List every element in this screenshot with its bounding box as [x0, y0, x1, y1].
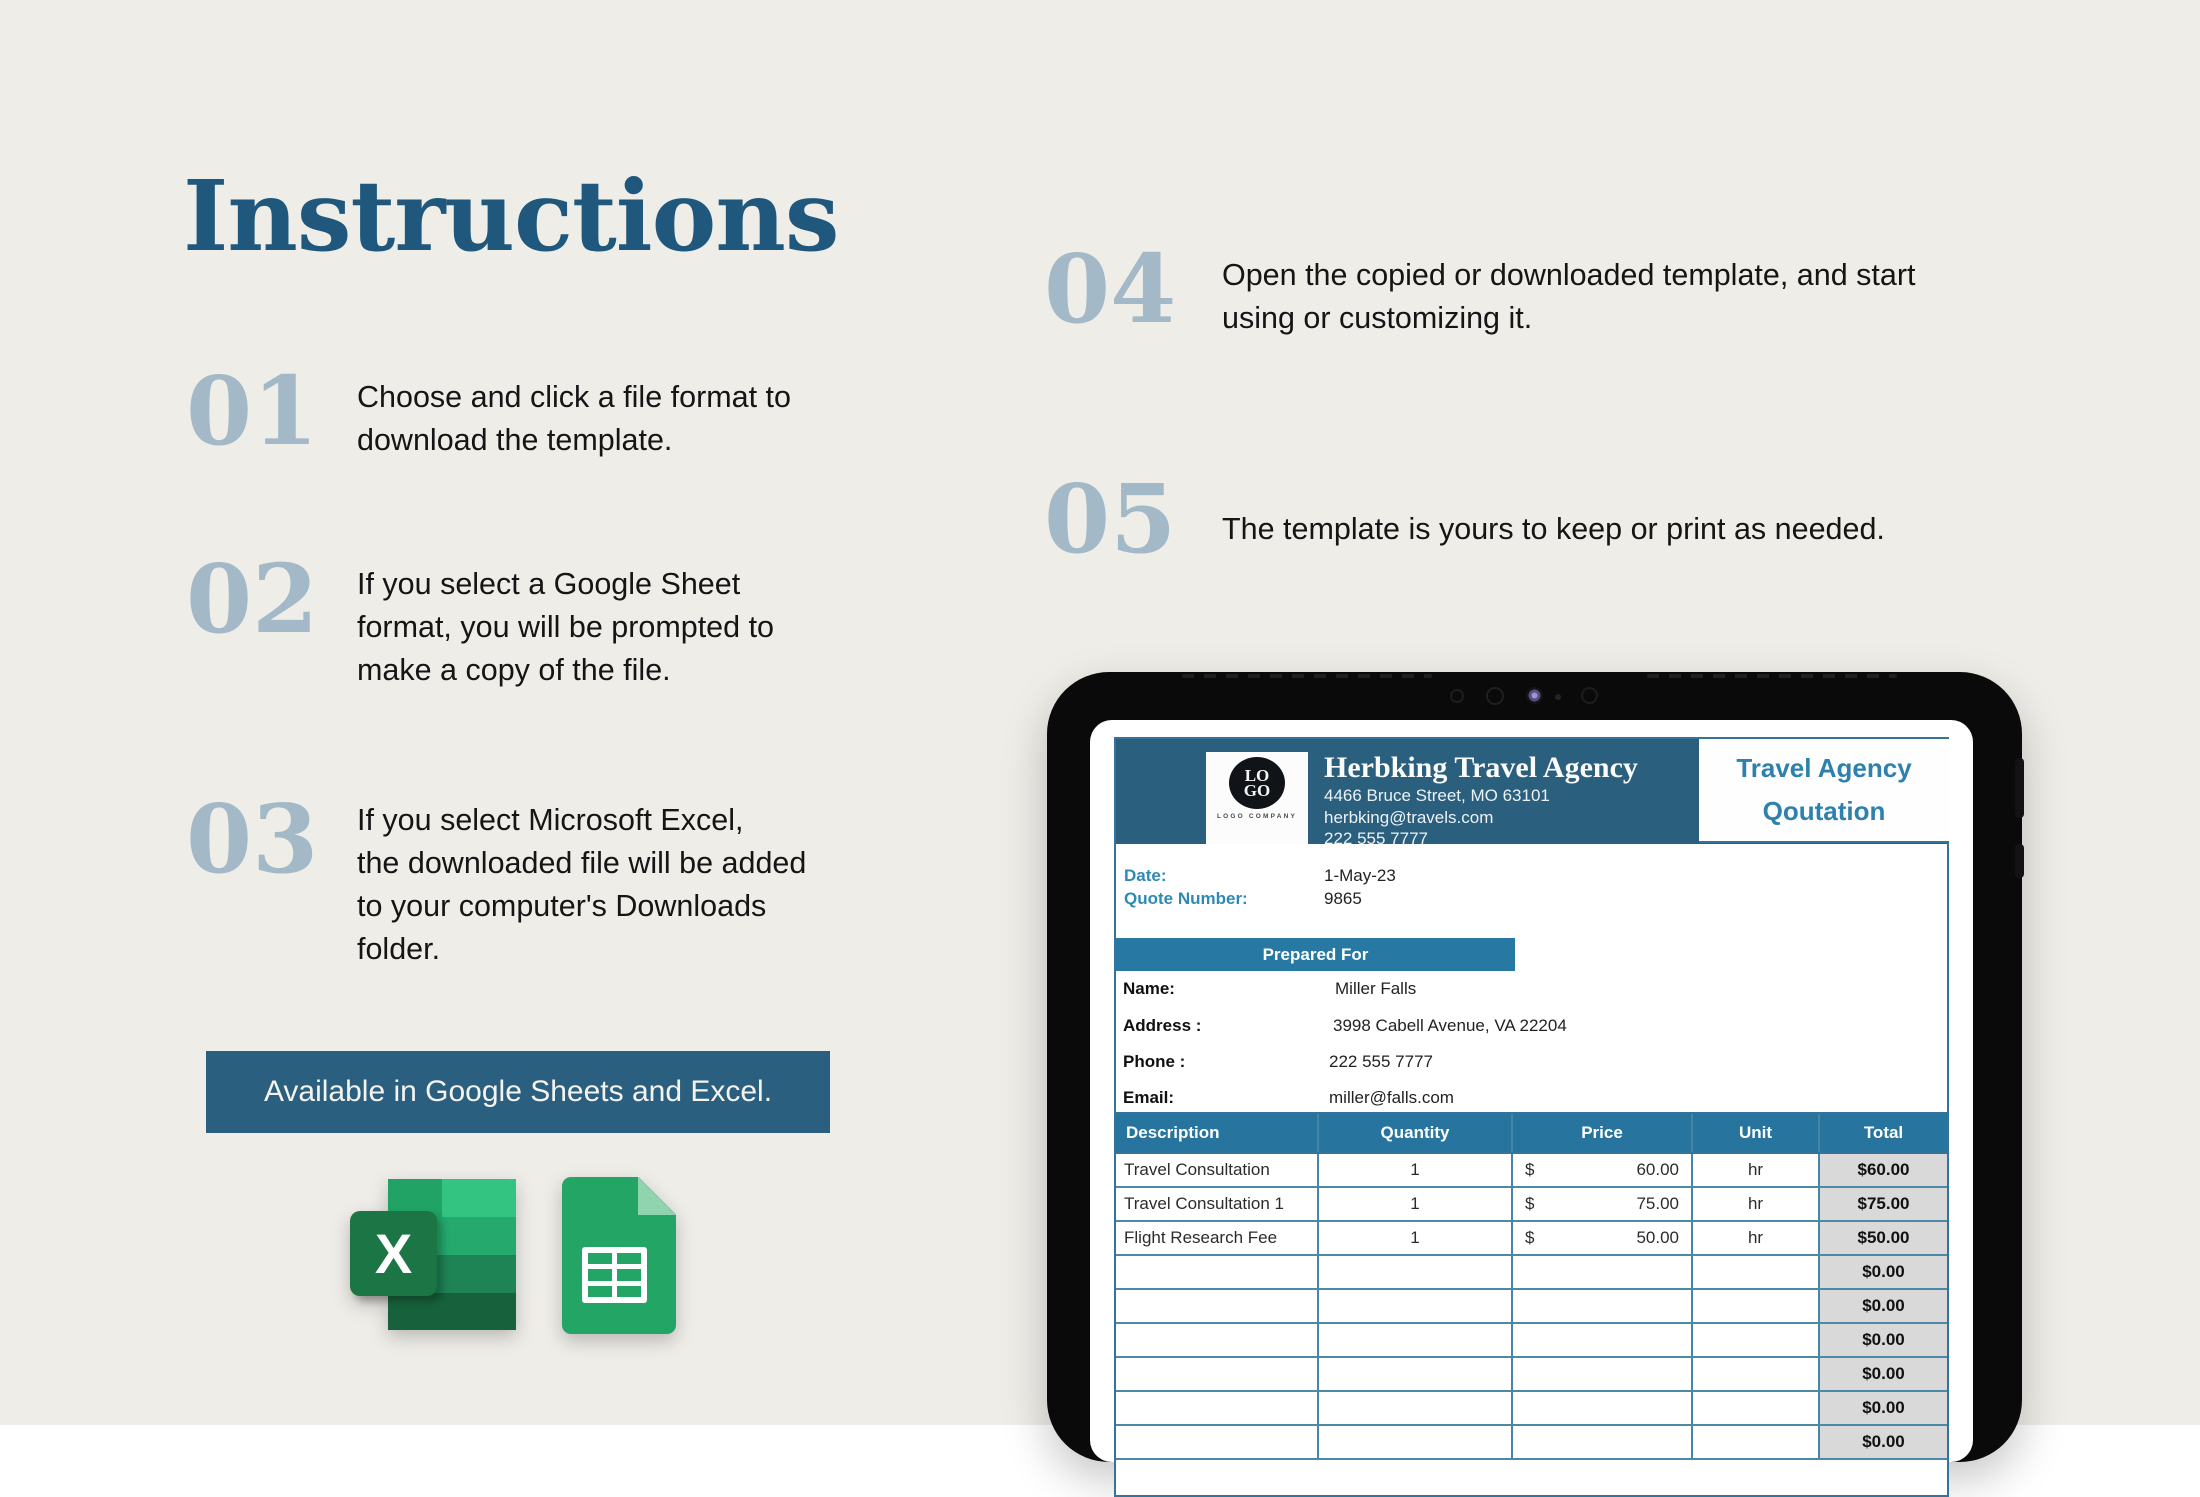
- field-value[interactable]: 222 555 7777: [1329, 1052, 1433, 1071]
- cell-price[interactable]: [1513, 1290, 1693, 1322]
- cell-description[interactable]: [1116, 1256, 1319, 1288]
- power-button: [2015, 844, 2024, 878]
- cell-unit[interactable]: hr: [1693, 1222, 1820, 1254]
- cell-quantity[interactable]: [1319, 1426, 1513, 1458]
- table-row-empty: [1116, 1426, 1947, 1460]
- cell-unit[interactable]: hr: [1693, 1188, 1820, 1220]
- step-text-line: Choose and click a file format to: [357, 380, 791, 414]
- field-value[interactable]: miller@falls.com: [1329, 1088, 1454, 1107]
- date-row: [1124, 866, 1396, 888]
- cell-price[interactable]: [1513, 1426, 1693, 1458]
- company-name: Herbking Travel Agency: [1324, 751, 1638, 784]
- step-02: [186, 544, 775, 692]
- camera-icon: [1526, 687, 1543, 704]
- cell-quantity[interactable]: [1319, 1290, 1513, 1322]
- cell-quantity[interactable]: [1319, 1358, 1513, 1390]
- cell-description[interactable]: [1116, 1358, 1319, 1390]
- logo-text: LO: [1244, 766, 1270, 785]
- cell-description[interactable]: Travel Consultation: [1116, 1154, 1319, 1186]
- cell-price[interactable]: [1513, 1358, 1693, 1390]
- cell-description[interactable]: [1116, 1426, 1319, 1458]
- table-header-row: [1116, 1114, 1947, 1154]
- currency-symbol: $: [1525, 1194, 1535, 1213]
- cell-unit[interactable]: [1693, 1290, 1820, 1322]
- cell-quantity[interactable]: 1: [1319, 1154, 1513, 1186]
- name-row: [1123, 979, 1417, 1001]
- step-05: [1044, 464, 1885, 575]
- currency-symbol: $: [1525, 1160, 1535, 1179]
- excel-x-tile: X: [350, 1211, 437, 1296]
- step-text-line: The template is yours to keep or print as needed.: [1222, 512, 1885, 546]
- cell-total: $60.00: [1820, 1154, 1947, 1186]
- step-text: [357, 362, 791, 462]
- price-amount: 50.00: [1636, 1228, 1679, 1247]
- cell-unit[interactable]: [1693, 1426, 1820, 1458]
- excel-icon[interactable]: [350, 1179, 516, 1331]
- step-04: [1044, 234, 1916, 345]
- availability-banner: Available in Google Sheets and Excel.: [206, 1051, 830, 1133]
- field-label: Name:: [1123, 979, 1175, 998]
- cell-price[interactable]: [1513, 1222, 1693, 1254]
- company-address: 4466 Bruce Street, MO 63101: [1324, 786, 1550, 805]
- table-header-cell: Total: [1863, 1123, 1904, 1142]
- step-text: [357, 550, 774, 692]
- field-label: Phone :: [1123, 1052, 1186, 1071]
- table-row: [1116, 1222, 1947, 1256]
- step-text-line: using or customizing it.: [1222, 301, 1533, 335]
- table-header-cell: Price: [1513, 1114, 1693, 1152]
- cell-total: $75.00: [1820, 1188, 1947, 1220]
- logo-oval-icon: [1229, 757, 1285, 809]
- date-value[interactable]: 1-May-23: [1324, 866, 1396, 885]
- table-row-empty: [1116, 1324, 1947, 1358]
- cell-description[interactable]: [1116, 1392, 1319, 1424]
- cell-unit[interactable]: [1693, 1324, 1820, 1356]
- step-number: 02: [186, 544, 319, 655]
- cell-total: $0.00: [1820, 1290, 1947, 1322]
- cell-total: $0.00: [1820, 1426, 1947, 1458]
- step-text: [357, 790, 806, 971]
- step-text-line: to your computer's Downloads: [357, 889, 767, 923]
- document-title-line: Travel Agency: [1736, 753, 1912, 783]
- cell-total: $0.00: [1820, 1392, 1947, 1424]
- field-value[interactable]: 3998 Cabell Avenue, VA 22204: [1333, 1016, 1567, 1035]
- sheets-grid-graphic: [582, 1247, 647, 1303]
- sensor-icon: [1581, 687, 1598, 704]
- company-phone: 222 555 7777: [1324, 829, 1428, 848]
- cell-price[interactable]: [1513, 1256, 1693, 1288]
- email-row: [1123, 1088, 1454, 1110]
- step-number: 04: [1044, 234, 1177, 345]
- table-header-cell: Quantity: [1319, 1114, 1513, 1152]
- step-text-line: make a copy of the file.: [357, 653, 671, 687]
- sensor-icon: [1450, 689, 1464, 703]
- table-header-cell: Unit: [1693, 1114, 1820, 1152]
- speaker-grille-icon: [1647, 674, 1897, 678]
- cell-quantity[interactable]: 1: [1319, 1188, 1513, 1220]
- sensor-dot-icon: [1555, 694, 1561, 700]
- tablet-screen: [1090, 720, 1973, 1462]
- cell-price[interactable]: [1513, 1392, 1693, 1424]
- page-title: Instructions: [183, 159, 839, 273]
- sheet-header: [1116, 739, 1947, 848]
- cell-quantity[interactable]: [1319, 1392, 1513, 1424]
- table-header-cell: Description: [1116, 1114, 1319, 1152]
- step-number: 03: [186, 784, 319, 895]
- quotation-sheet: [1114, 737, 1949, 1497]
- cell-unit[interactable]: [1693, 1392, 1820, 1424]
- table-row-empty: [1116, 1392, 1947, 1426]
- table-row-empty: [1116, 1290, 1947, 1324]
- step-text-line: If you select a Google Sheet: [357, 567, 741, 601]
- cell-description[interactable]: Flight Research Fee: [1116, 1222, 1319, 1254]
- google-sheets-icon[interactable]: [562, 1177, 676, 1334]
- cell-unit[interactable]: [1693, 1256, 1820, 1288]
- cell-total: $0.00: [1820, 1358, 1947, 1390]
- table-row-empty: [1116, 1256, 1947, 1290]
- step-03: [186, 784, 807, 971]
- table-row: [1116, 1154, 1947, 1188]
- quote-number-value[interactable]: 9865: [1324, 889, 1362, 908]
- step-text: [1222, 240, 1916, 340]
- cell-price[interactable]: [1513, 1188, 1693, 1220]
- table-row: [1116, 1188, 1947, 1222]
- cell-description[interactable]: [1116, 1324, 1319, 1356]
- cell-total: $0.00: [1820, 1256, 1947, 1288]
- sensor-icon: [1486, 687, 1504, 705]
- document-title: [1699, 739, 1949, 843]
- step-text-line: folder.: [357, 932, 441, 966]
- step-text: [1222, 470, 1885, 570]
- prepared-for-header: Prepared For: [1116, 938, 1515, 971]
- field-label: Address :: [1123, 1016, 1202, 1035]
- cell-unit[interactable]: hr: [1693, 1154, 1820, 1186]
- step-text-line: download the template.: [357, 423, 673, 457]
- cell-price[interactable]: [1513, 1324, 1693, 1356]
- company-logo: [1206, 752, 1308, 844]
- address-row: [1123, 1016, 1567, 1038]
- step-number: 05: [1044, 464, 1177, 575]
- step-text-line: Open the copied or downloaded template, and start: [1222, 258, 1916, 292]
- step-text-line: format, you will be prompted to: [357, 610, 775, 644]
- quotation-table: [1116, 1112, 1947, 1460]
- cell-description[interactable]: [1116, 1290, 1319, 1322]
- field-label: Email:: [1123, 1088, 1175, 1107]
- phone-row: [1123, 1052, 1433, 1074]
- price-amount: 60.00: [1636, 1160, 1679, 1179]
- cell-description[interactable]: Travel Consultation 1: [1116, 1188, 1319, 1220]
- cell-total: $50.00: [1820, 1222, 1947, 1254]
- cell-quantity[interactable]: [1319, 1324, 1513, 1356]
- tablet-mockup: [1047, 672, 2022, 1462]
- quote-number-label: Quote Number:: [1124, 889, 1248, 908]
- price-amount: 75.00: [1636, 1194, 1679, 1213]
- logo-text: GO: [1243, 781, 1271, 800]
- document-title-line: Qoutation: [1762, 796, 1886, 826]
- cell-quantity[interactable]: 1: [1319, 1222, 1513, 1254]
- cell-total: $0.00: [1820, 1324, 1947, 1356]
- step-01: [186, 356, 791, 467]
- logo-caption: LOGO COMPANY: [1216, 813, 1298, 820]
- company-info: [1324, 751, 1638, 850]
- cell-price[interactable]: [1513, 1154, 1693, 1186]
- step-number: 01: [186, 356, 319, 467]
- step-text-line: the downloaded file will be added: [357, 846, 807, 880]
- company-email: herbking@travels.com: [1324, 807, 1494, 827]
- quote-number-row: [1124, 889, 1362, 911]
- cell-quantity[interactable]: [1319, 1256, 1513, 1288]
- step-text-line: If you select Microsoft Excel,: [357, 803, 744, 837]
- table-row-empty: [1116, 1358, 1947, 1392]
- cell-unit[interactable]: [1693, 1358, 1820, 1390]
- speaker-grille-icon: [1182, 674, 1432, 678]
- date-label: Date:: [1124, 866, 1167, 885]
- field-value[interactable]: Miller Falls: [1335, 979, 1417, 998]
- volume-button: [2015, 758, 2024, 818]
- currency-symbol: $: [1525, 1228, 1535, 1247]
